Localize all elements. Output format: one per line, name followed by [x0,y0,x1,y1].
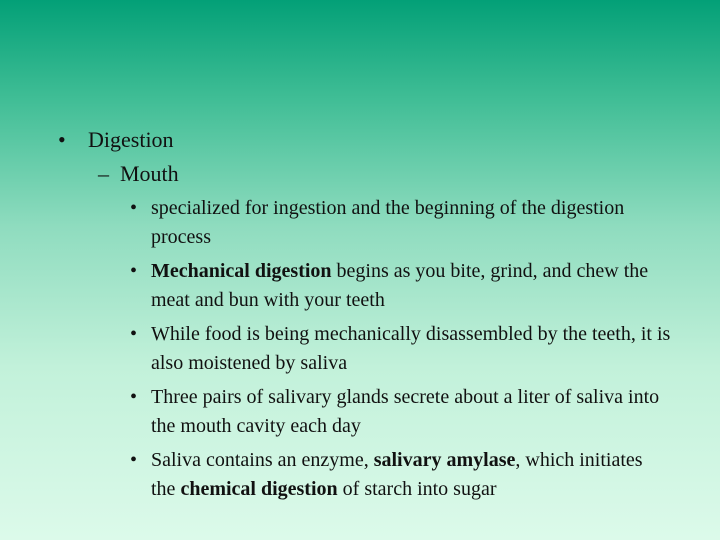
bullet-item-specialized [130,194,671,252]
item-text: Three pairs of salivary glands secrete about a liter of saliva into the mouth cavity each day [151,386,660,437]
bullet-marker: • [130,260,138,282]
bullet-level2 [98,158,678,189]
item-text: begins as you bite, grind, and chew the meat and bun with your teeth [151,260,649,311]
item-text: Saliva contains an enzyme, [151,449,374,471]
bullet-text-mouth: Mouth [120,161,179,186]
item-text: , which initiates the [151,449,643,500]
bullet-item-glands [130,383,671,441]
item-text: While food is being mechanically disassembled by the teeth, it is also moistened by saliva [151,323,671,374]
slide-content [58,124,678,504]
item-text-bold: salivary amylase [373,449,516,471]
bullet-marker: • [130,386,138,408]
bullet-marker: • [58,127,66,152]
bullet-item-mechanical [130,257,671,315]
item-text-bold: chemical digestion [180,478,338,500]
item-text: of starch into sugar [337,478,497,500]
bullet-marker: • [130,449,138,471]
item-text-bold: Mechanical digestion [151,260,332,282]
bullet-marker: • [130,197,138,219]
bullet-marker: • [130,323,138,345]
bullet-item-saliva [130,446,671,504]
bullet-item-moistened [130,320,671,378]
bullet-level1 [58,124,678,155]
bullet-text-digestion: Digestion [88,127,174,152]
dash-marker: – [98,161,109,186]
item-text: specialized for ingestion and the beginning of the digestion process [151,197,625,248]
